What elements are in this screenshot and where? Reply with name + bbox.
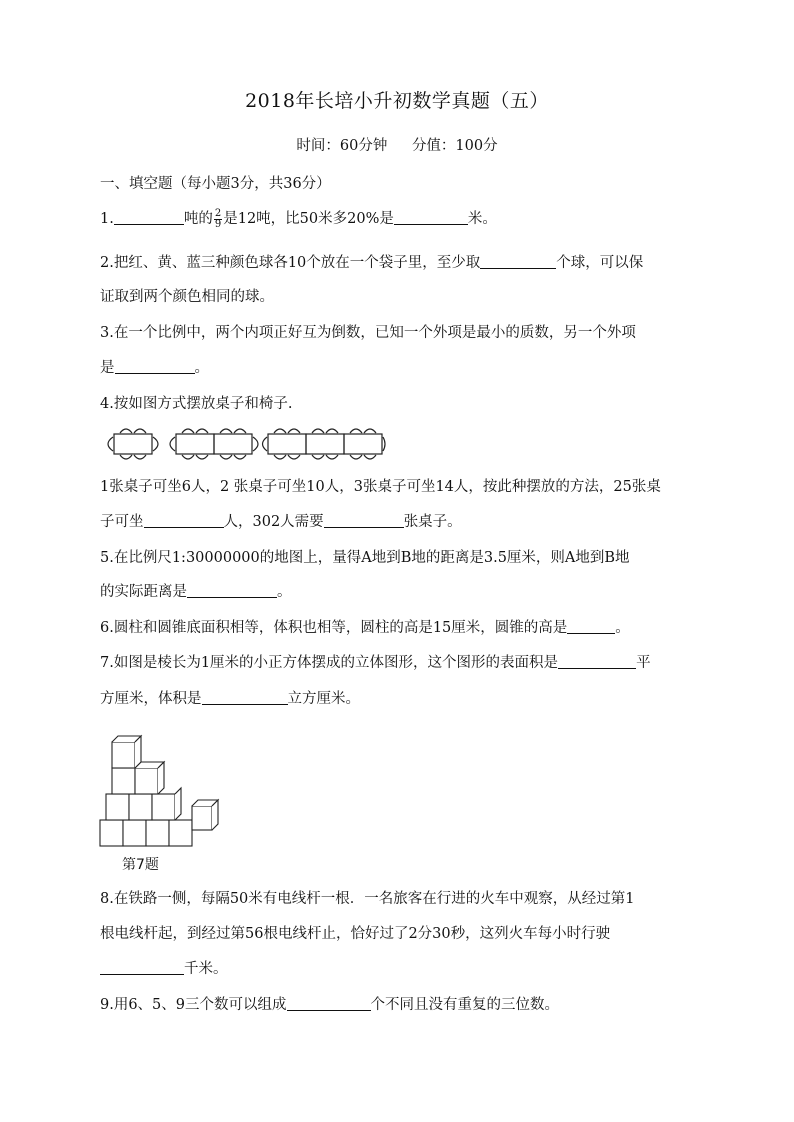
answer-blank[interactable] bbox=[115, 357, 195, 374]
question-2-cont: 证取到两个颜色相同的球。 bbox=[100, 289, 274, 305]
answer-blank[interactable] bbox=[324, 511, 404, 528]
question-3: 3.在一个比例中，两个内项正好互为倒数，已知一个外项是最小的质数，另一个外项 bbox=[100, 325, 636, 341]
q3-text: 。 bbox=[194, 360, 209, 376]
q4-text: 子可坐 bbox=[100, 514, 144, 530]
q5-text: 的实际距离是 bbox=[100, 584, 187, 600]
q7-text: 7.如图是棱长为1厘米的小正方体摆成的立体图形，这个图形的表面积是 bbox=[100, 655, 559, 671]
q5-text: 。 bbox=[277, 584, 292, 600]
q9-text: 个不同且没有重复的三位数。 bbox=[370, 997, 560, 1013]
q6-text: 6.圆柱和圆锥底面积相等，体积也相等，圆柱的高是15厘米，圆锥的高是 bbox=[100, 620, 568, 636]
table-shape bbox=[344, 434, 382, 454]
question-4-cont2 bbox=[100, 511, 700, 533]
answer-blank[interactable] bbox=[114, 208, 184, 225]
question-8: 8.在铁路一侧，每隔50米有电线杆一根．一名旅客在行进的火车中观察，从经过第1 bbox=[100, 891, 635, 907]
total-score: 分值：100分 bbox=[411, 138, 498, 154]
answer-blank[interactable] bbox=[558, 652, 636, 669]
section-heading: 一、填空题（每小题3分，共36分） bbox=[100, 176, 331, 192]
table-shape bbox=[268, 434, 306, 454]
question-7 bbox=[100, 652, 700, 674]
answer-blank[interactable] bbox=[287, 994, 371, 1011]
answer-blank[interactable] bbox=[394, 208, 468, 225]
answer-blank[interactable] bbox=[567, 617, 615, 634]
q6-text: 。 bbox=[615, 620, 630, 636]
q7-text: 方厘米，体积是 bbox=[100, 691, 202, 707]
table-shape bbox=[214, 434, 252, 454]
q7-text: 立方厘米。 bbox=[287, 691, 360, 707]
question-6 bbox=[100, 617, 700, 639]
q8-text: 千米。 bbox=[184, 961, 228, 977]
question-4: 4.按如图方式摆放桌子和椅子. bbox=[100, 396, 293, 412]
q7-text: 平 bbox=[636, 655, 651, 671]
page-title: 2018年长培小升初数学真题（五） bbox=[245, 90, 549, 112]
question-8-cont2 bbox=[100, 958, 700, 980]
fraction-denominator: 9 bbox=[214, 218, 222, 230]
answer-blank[interactable] bbox=[202, 688, 288, 705]
question-3-cont bbox=[100, 357, 700, 379]
q2-text: 个球，可以保 bbox=[556, 255, 644, 271]
figure-caption: 第7题 bbox=[122, 857, 159, 873]
q2-text: 2.把红、黄、蓝三种颜色球各10个放在一个袋子里，至少取 bbox=[100, 255, 481, 271]
question-7-cont bbox=[100, 688, 700, 710]
answer-blank[interactable] bbox=[100, 958, 184, 975]
tables-chairs-figure bbox=[98, 420, 388, 466]
q1-number: 1. bbox=[100, 211, 114, 227]
table-shape bbox=[114, 434, 152, 454]
fraction bbox=[214, 209, 222, 230]
cube-stack-figure bbox=[98, 728, 222, 852]
question-8-cont: 根电线杆起，到经过第56根电线杆止，恰好过了2分30秒，这列火车每小时行驶 bbox=[100, 926, 611, 942]
question-9 bbox=[100, 994, 700, 1016]
q1-text: 米。 bbox=[467, 211, 497, 227]
q3-text: 是 bbox=[100, 360, 115, 376]
q9-text: 9.用6、5、9三个数可以组成 bbox=[100, 997, 287, 1013]
q4-text: 张桌子。 bbox=[403, 514, 462, 530]
answer-blank[interactable] bbox=[144, 511, 224, 528]
question-4-cont: 1张桌子可坐6人，2 张桌子可坐10人，3张桌子可坐14人，按此种摆放的方法，25张桌 bbox=[100, 479, 661, 495]
time-limit: 时间：60分钟 bbox=[296, 138, 388, 154]
table-shape bbox=[306, 434, 344, 454]
q4-text: 人，302人需要 bbox=[223, 514, 324, 530]
answer-blank[interactable] bbox=[480, 252, 556, 269]
question-2 bbox=[100, 252, 700, 274]
q1-text: 吨的 bbox=[183, 211, 213, 227]
question-5-cont bbox=[100, 581, 700, 603]
question-5: 5.在比例尺1:30000000的地图上，量得A地到B地的距离是3.5厘米，则A地到B地 bbox=[100, 550, 630, 566]
fraction-numerator: 2 bbox=[214, 207, 222, 219]
table-shape bbox=[176, 434, 214, 454]
question-1 bbox=[100, 208, 700, 230]
answer-blank[interactable] bbox=[187, 581, 277, 598]
q1-text: 是12吨，比50米多20%是 bbox=[223, 211, 394, 227]
exam-meta bbox=[0, 134, 794, 155]
